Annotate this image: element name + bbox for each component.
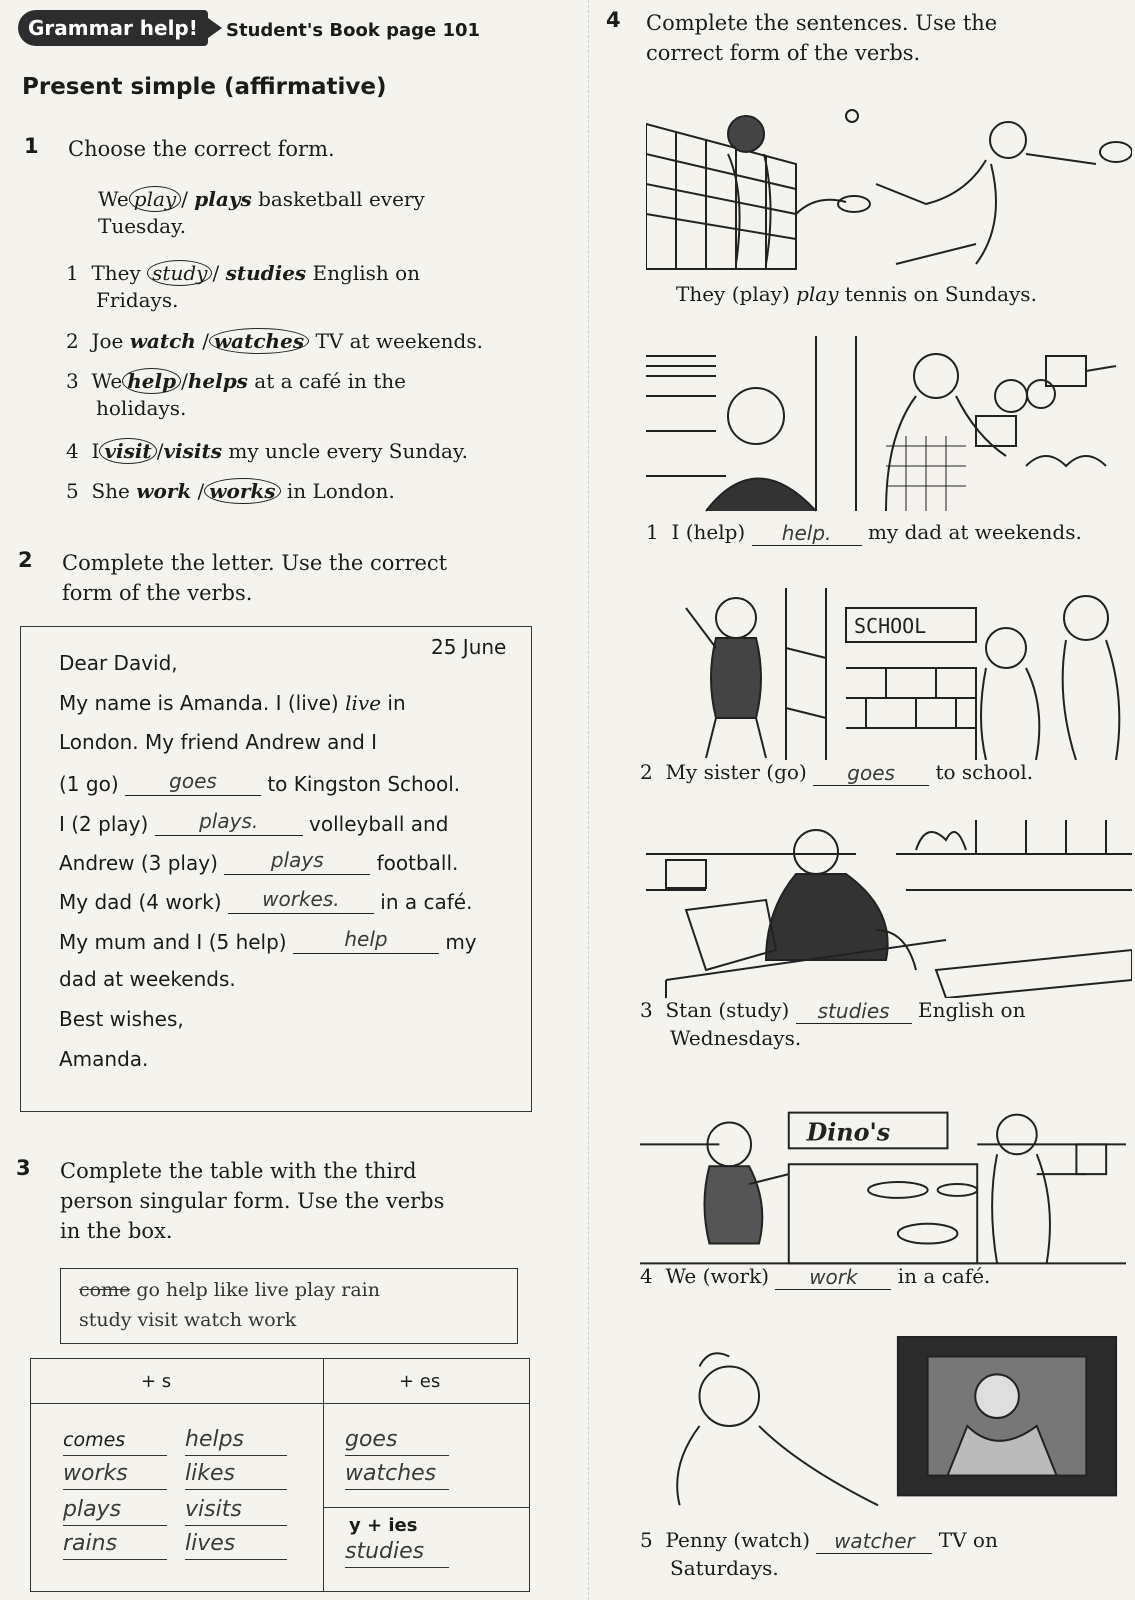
table-s-cell[interactable]: plays: [63, 1495, 167, 1526]
ex1-item-4: 4 I visit /visits my uncle every Sunday.: [66, 439, 468, 463]
table-s-cell[interactable]: works: [63, 1459, 167, 1490]
table-s-cell[interactable]: rains: [63, 1529, 167, 1560]
ex2-number: 2: [18, 548, 33, 572]
letter-line-4: I (2 play) plays. volleyball and: [59, 809, 449, 836]
letter-line-8: dad at weekends.: [59, 967, 236, 991]
ex4-item-5: 5 Penny (watch) watcher TV on Saturdays.: [640, 1528, 998, 1580]
ex3-number: 3: [16, 1156, 31, 1180]
school-sign: SCHOOL: [854, 614, 927, 638]
grammar-help-badge: Grammar help!: [18, 10, 208, 46]
ex4-answer-1[interactable]: help.: [752, 519, 862, 546]
verb-box: [60, 1268, 518, 1344]
table-s-cell[interactable]: helps: [185, 1425, 287, 1456]
verb-table: [30, 1358, 530, 1592]
ex4-item-1: 1 I (help) help. my dad at weekends.: [646, 520, 1082, 545]
book-reference: Student's Book page 101: [226, 20, 481, 41]
ex4-item-4: 4 We (work) work in a café.: [640, 1264, 991, 1289]
ex4-answer-2[interactable]: goes: [813, 759, 929, 786]
ex4-answer-4[interactable]: work: [775, 1263, 891, 1290]
ex4-answer-5[interactable]: watcher: [816, 1527, 932, 1554]
letter-line-1: My name is Amanda. I (live) live in: [59, 691, 406, 715]
ex1-example: We play / plays basketball every Tuesday.: [98, 187, 425, 238]
verb-list-1: go help like live play rain: [136, 1279, 380, 1301]
ex1-item-1: 1 They study / studies English on Fridays.: [66, 261, 421, 312]
cafe-illustration: [640, 1104, 1126, 1272]
table-example: comes: [63, 1425, 167, 1456]
ex4-number: 4: [606, 8, 621, 32]
table-head-ies: y + ies: [349, 1515, 418, 1536]
letter-date: 25 June: [431, 635, 507, 659]
tv-illustration: [640, 1336, 1126, 1506]
letter-line-3: (1 go) goes to Kingston School.: [59, 769, 461, 796]
letter-answer-2[interactable]: plays.: [155, 809, 303, 836]
table-ies-cell[interactable]: studies: [345, 1537, 449, 1568]
ex1-item-5: 5 She work / works in London.: [66, 479, 395, 503]
ex1-item-3: 3 We help /helps at a café in the holidays.: [66, 369, 407, 420]
letter-closing: Best wishes,: [59, 1007, 184, 1031]
table-s-cell[interactable]: likes: [185, 1459, 287, 1490]
verb-list-2: study visit watch work: [79, 1309, 297, 1331]
letter-answer-3[interactable]: plays: [224, 848, 370, 875]
letter-signature: Amanda.: [59, 1047, 149, 1071]
table-s-cell[interactable]: visits: [185, 1495, 287, 1526]
table-es-cell[interactable]: goes: [345, 1425, 449, 1456]
letter-line-5: Andrew (3 play) plays football.: [59, 848, 459, 875]
ex1-number: 1: [24, 134, 39, 158]
study-illustration: [646, 820, 1132, 998]
ex4-example: They (play) play tennis on Sundays.: [676, 282, 1037, 306]
letter-greeting: Dear David,: [59, 651, 178, 675]
ex4-instruction: Complete the sentences. Use the correct form of the verbs.: [646, 11, 998, 65]
table-s-cell[interactable]: lives: [185, 1529, 287, 1560]
letter-line-2: London. My friend Andrew and I: [59, 730, 378, 754]
school-illustration: [646, 588, 1132, 760]
kitchen-illustration: [646, 336, 1132, 516]
crossed-verb: come: [79, 1279, 131, 1301]
section-title: Present simple (affirmative): [22, 74, 387, 100]
ex1-instruction: Choose the correct form.: [68, 137, 335, 161]
table-head-s: + s: [141, 1371, 172, 1392]
ex1-item-2: 2 Joe watch / watches TV at weekends.: [66, 329, 483, 353]
ex2-instruction: Complete the letter. Use the correct form of the verbs.: [62, 551, 448, 605]
letter-line-7: My mum and I (5 help) help my: [59, 927, 477, 954]
letter-answer-5[interactable]: help: [293, 927, 439, 954]
letter-answer-4[interactable]: workes.: [228, 887, 374, 914]
tennis-illustration: [646, 94, 1132, 274]
table-head-es: + es: [399, 1371, 441, 1392]
ex4-item-2: 2 My sister (go) goes to school.: [640, 760, 1034, 785]
letter-box: [20, 626, 532, 1112]
letter-answer-1[interactable]: goes: [125, 769, 261, 796]
ex3-instruction: Complete the table with the third person singular form. Use the verbs in the box.: [60, 1159, 445, 1243]
dinos-sign: Dino's: [806, 1118, 891, 1147]
table-es-cell[interactable]: watches: [345, 1459, 449, 1490]
ex4-item-3: 3 Stan (study) studies English on Wednesdays.: [640, 998, 1026, 1050]
ex4-answer-3[interactable]: studies: [796, 997, 912, 1024]
letter-line-6: My dad (4 work) workes. in a café.: [59, 887, 473, 914]
